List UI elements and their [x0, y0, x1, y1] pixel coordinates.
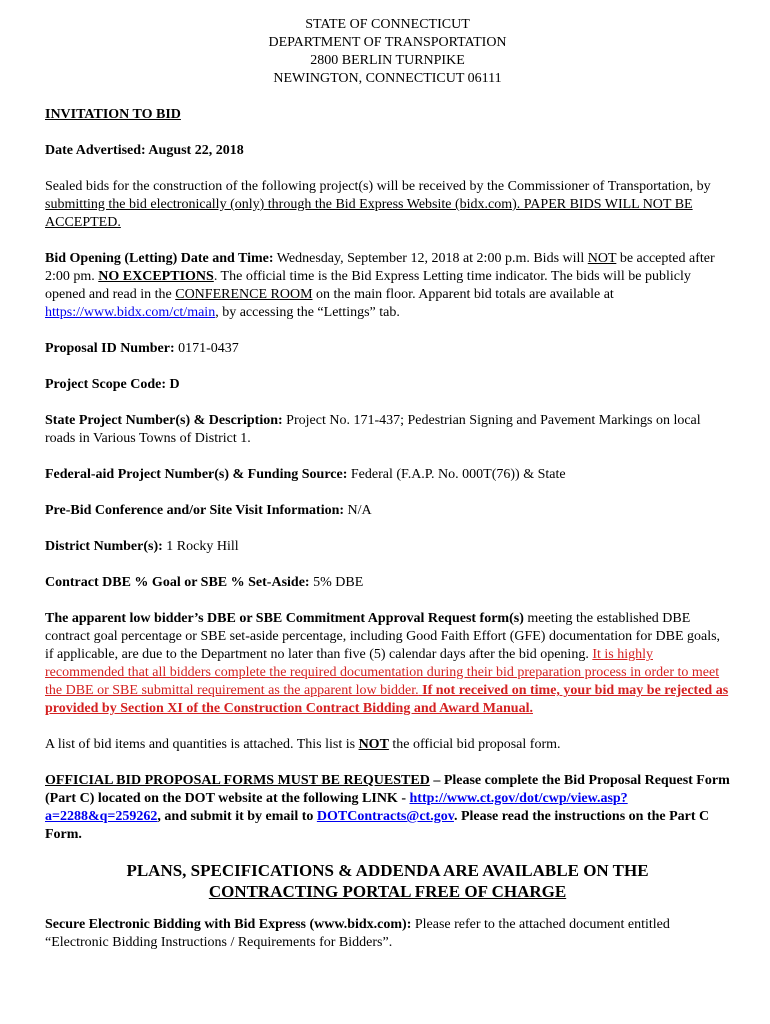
district-value: 1 Rocky Hill	[162, 539, 239, 554]
state-project	[45, 412, 730, 448]
state-project-label: State Project Number(s) & Description:	[45, 413, 283, 428]
bid-opening-text-2: be accepted after 2:00 pm.	[45, 251, 715, 284]
bid-opening-text-5: , by accessing the “Lettings” tab.	[215, 305, 400, 320]
prebid-value: N/A	[344, 503, 372, 518]
header-department: DEPARTMENT OF TRANSPORTATION	[268, 35, 507, 50]
bid-opening-text-3: . The official time is the Bid Express Letting time indicator. The bids will be publicly opened and read in the	[45, 269, 691, 302]
electronic-only-notice: submitting the bid electronically (only) through the Bid Express Website (bidx.com). PAPER BIDS WILL NOT BE ACCEPTED.	[45, 197, 693, 230]
secure-bidding-value: Please refer to the attached document entitled “Electronic Bidding Instructions / Requirements for Bidders”.	[45, 917, 670, 950]
list-note-text-2: the official bid proposal form.	[388, 737, 561, 752]
list-not-emphasis: NOT	[358, 737, 389, 752]
dbe-goal-label: Contract DBE % Goal or SBE % Set-Aside:	[45, 575, 310, 590]
document-page	[45, 16, 730, 952]
official-forms-text: – Please complete the Bid Proposal Request Form (Part C) located on the DOT website at the following LINK -	[45, 773, 730, 806]
official-forms-heading: OFFICIAL BID PROPOSAL FORMS MUST BE REQUESTED	[45, 773, 430, 788]
proposal-id-label: Proposal ID Number:	[45, 341, 175, 356]
recommendation-warning: It is highly recommended that all bidders complete the required documentation during their bid preparation process in order to meet the DBE or SBE submittal requirement as the apparent low bidder.	[45, 647, 720, 698]
bid-items-list-note	[45, 736, 730, 754]
rejection-warning: If not received on time, your bid may be rejected as provided by Section XI of the Construction Contract Bidding and Award Manual.	[45, 683, 729, 716]
header-state: STATE OF CONNECTICUT	[305, 17, 470, 32]
agency-header	[45, 16, 730, 88]
official-forms-paragraph	[45, 772, 730, 844]
official-forms-text-2: , and submit it by email to	[157, 809, 317, 824]
dbe-goal-value: 5% DBE	[309, 575, 364, 590]
bid-opening-text: Wednesday, September 12, 2018 at 2:00 p.m. Bids will	[273, 251, 588, 266]
project-scope-code: Project Scope Code: D	[45, 377, 180, 392]
bid-opening-paragraph	[45, 250, 730, 322]
sealed-bids-paragraph	[45, 178, 730, 232]
header-street: 2800 BERLIN TURNPIKE	[310, 53, 465, 68]
sealed-bids-text: Sealed bids for the construction of the following project(s) will be received by the Commissioner of Transportation, by	[45, 179, 711, 194]
dbe-goal	[45, 574, 730, 592]
list-note-text: A list of bid items and quantities is attached. This list is	[45, 737, 359, 752]
document-title: INVITATION TO BID	[45, 107, 181, 122]
plans-banner-line-1: PLANS, SPECIFICATIONS & ADDENDA ARE AVAILABLE ON THE	[126, 861, 649, 880]
district-label: District Number(s):	[45, 539, 163, 554]
low-bidder-text: meeting the established DBE contract goal percentage or SBE set-aside percentage, including Good Faith Effort (GFE) documentation for DBE goals, if applicable, are due to the Department no later than five (5) calendar days after the bid opening.	[45, 611, 721, 662]
plans-banner-line-2: CONTRACTING PORTAL FREE OF CHARGE	[208, 882, 567, 901]
official-forms-text-3: . Please read the instructions on the Part C Form.	[45, 809, 710, 842]
prebid-conference	[45, 502, 730, 520]
state-project-value: Project No. 171-437; Pedestrian Signing and Pavement Markings on local roads in Various Towns of District 1.	[45, 413, 701, 446]
part-c-form-link[interactable]: http://www.ct.gov/dot/cwp/view.asp?a=2288&q=259262	[45, 791, 628, 824]
date-advertised: Date Advertised: August 22, 2018	[45, 143, 244, 158]
proposal-id	[45, 340, 730, 358]
prebid-label: Pre-Bid Conference and/or Site Visit Information:	[45, 503, 345, 518]
conference-room: CONFERENCE ROOM	[175, 287, 313, 302]
low-bidder-paragraph	[45, 610, 730, 718]
header-city: NEWINGTON, CONNECTICUT 06111	[273, 71, 502, 86]
plans-availability-banner	[45, 860, 730, 902]
bid-opening-text-4: on the main floor. Apparent bid totals are available at	[312, 287, 614, 302]
secure-bidding-label: Secure Electronic Bidding with Bid Express (www.bidx.com):	[45, 917, 412, 932]
bidx-lettings-link[interactable]: https://www.bidx.com/ct/main	[45, 305, 216, 320]
dot-contracts-email-link[interactable]: DOTContracts@ct.gov	[316, 809, 454, 824]
federal-aid	[45, 466, 730, 484]
no-exceptions: NO EXCEPTIONS	[98, 269, 214, 284]
federal-aid-value: Federal (F.A.P. No. 000T(76)) & State	[347, 467, 566, 482]
not-emphasis: NOT	[587, 251, 617, 266]
bid-opening-label: Bid Opening (Letting) Date and Time:	[45, 251, 274, 266]
secure-bidding-paragraph	[45, 916, 730, 952]
district-number	[45, 538, 730, 556]
proposal-id-value: 0171-0437	[174, 341, 239, 356]
federal-aid-label: Federal-aid Project Number(s) & Funding Source:	[45, 467, 348, 482]
low-bidder-label: The apparent low bidder’s DBE or SBE Commitment Approval Request form(s)	[45, 611, 524, 626]
